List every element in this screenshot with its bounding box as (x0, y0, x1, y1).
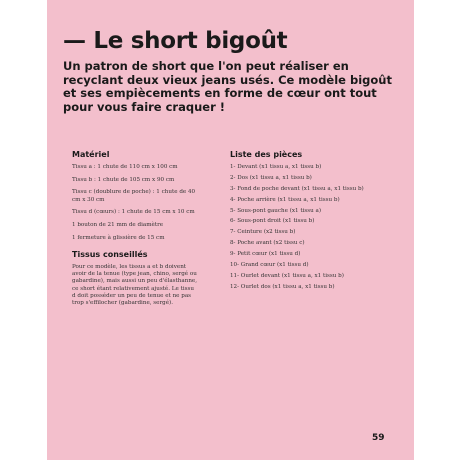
piece-item: 10- Grand cœur (x1 tissu d) (230, 262, 309, 269)
materiel-item: Tissu a : 1 chute de 110 cm x 100 cm (72, 164, 178, 170)
tissus-paragraph: Pour ce modèle, les tissus a et b doivent avoir de la tenue (type jean, chino, sergé ou gabardine), mais aussi un peu d'élasthanne, ce short étant relativement ajusté. Le tissu d doit posséder un peu de tenue et ne pas trop s'effilocher (gabardine, sergé). (72, 263, 198, 306)
piece-item: 2- Dos (x1 tissu a, x1 tissu b) (230, 174, 312, 181)
page-background (47, 0, 414, 460)
materiel-item: 1 bouton de 21 mm de diamètre (72, 222, 164, 229)
piece-item: 5- Sous-pont gauche (x1 tissu a) (230, 207, 322, 214)
piece-item: 3- Fond de poche devant (x1 tissu a, x1 tissu b) (230, 185, 364, 192)
intro-paragraph: Un patron de short que l'on peut réaliser en recyclant deux vieux jeans usés. Ce modèle bigoût et ses empiècements en forme de cœur ont tout pour vous faire craquer ! (63, 59, 392, 114)
piece-item: 9- Petit cœur (x1 tissu d) (230, 251, 301, 258)
page-number: 59 (372, 433, 385, 443)
materiel-item: Tissu b : 1 chute de 105 cm x 90 cm (72, 176, 175, 183)
materiel-item: 1 fermeture à glissière de 15 cm (72, 234, 165, 241)
left-column (72, 150, 202, 307)
page-title: — Le short bigoût (63, 28, 288, 54)
materiel-item: Tissu d (cœurs) : 1 chute de 15 cm x 10 cm (72, 209, 195, 216)
piece-item: 1- Devant (x1 tissu a, x1 tissu b) (230, 164, 322, 170)
piece-item: 4- Poche arrière (x1 tissu a, x1 tissu b) (230, 196, 340, 203)
piece-item: 11- Ourlet devant (x1 tissu a, x1 tissu b) (230, 272, 344, 279)
piece-item: 12- Ourlet dos (x1 tissu a, x1 tissu b) (230, 283, 335, 290)
piece-item: 6- Sous-pont droit (x1 tissu b) (230, 218, 315, 225)
pieces-heading: Liste des pièces (230, 150, 303, 159)
right-column (230, 150, 400, 295)
tissus-heading: Tissus conseillés (72, 249, 148, 259)
materiel-item: Tissu c (doublure de poche) : 1 chute de 40 cm x 30 cm (72, 189, 196, 203)
piece-item: 7- Ceinture (x2 tissu b) (230, 229, 296, 236)
piece-item: 8- Poche avant (x2 tissu c) (230, 240, 305, 247)
materiel-heading: Matériel (72, 150, 110, 159)
